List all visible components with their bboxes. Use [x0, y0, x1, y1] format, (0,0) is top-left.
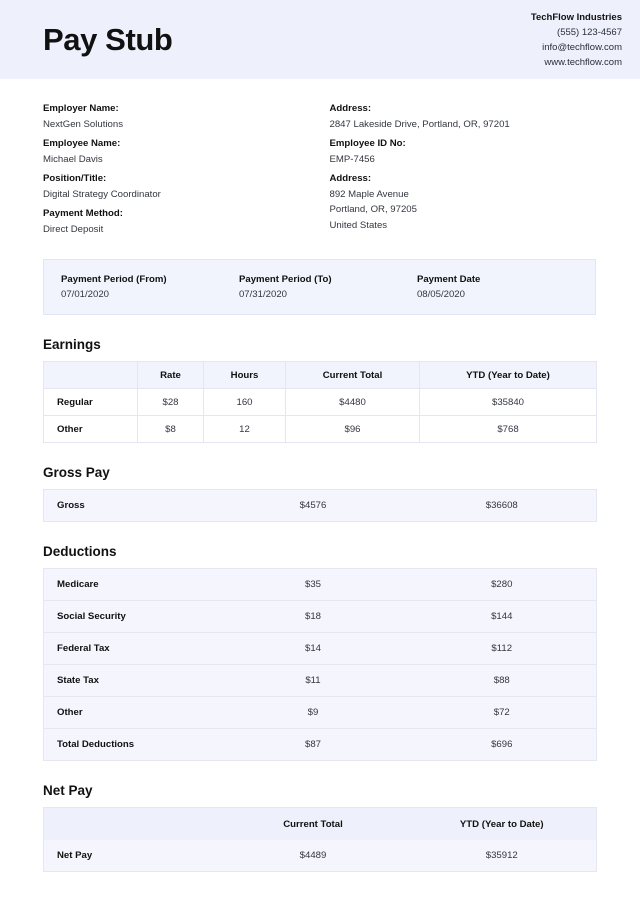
net-pay-row-ytd: $35912: [408, 840, 597, 872]
net-pay-row-name: Net Pay: [44, 840, 219, 872]
gross-row-ytd: $36608: [408, 490, 597, 522]
employee-id-value: EMP-7456: [329, 153, 375, 165]
payment-period-from-value: 07/01/2020: [61, 289, 110, 301]
earnings-row-name: Other: [44, 416, 138, 443]
deduction-row-ytd: $72: [408, 697, 597, 729]
employer-address-value: 2847 Lakeside Drive, Portland, OR, 97201: [329, 118, 510, 130]
table-row: [44, 601, 597, 633]
net-pay-header-row: [44, 808, 597, 840]
deduction-row-current: $87: [219, 729, 408, 761]
employee-address-line3: United States: [329, 219, 388, 231]
payment-period-to-label: Payment Period (To): [238, 274, 332, 286]
gross-row-name: Gross: [44, 490, 219, 522]
deduction-row-name: Social Security: [44, 601, 219, 633]
earnings-col-hours: Hours: [204, 362, 286, 389]
payment-date: [417, 274, 595, 300]
document-header: [0, 0, 640, 79]
deduction-row-current: $18: [219, 601, 408, 633]
payment-date-label: Payment Date: [416, 274, 481, 286]
deduction-row-current: $9: [219, 697, 408, 729]
deduction-row-current: $11: [219, 665, 408, 697]
deductions-table: [43, 568, 597, 761]
table-row: [44, 416, 597, 443]
earnings-table: [43, 361, 597, 443]
payment-method-value: Direct Deposit: [43, 223, 104, 235]
deductions-heading: Deductions: [43, 544, 117, 560]
earnings-row-current: $96: [286, 416, 420, 443]
gross-pay-table: [43, 489, 597, 522]
employee-address-line1: 892 Maple Avenue: [329, 188, 409, 200]
earnings-heading: Earnings: [43, 337, 101, 353]
table-row: [44, 569, 597, 601]
gross-pay-heading: Gross Pay: [43, 465, 110, 481]
company-phone: (555) 123-4567: [557, 26, 622, 38]
employee-name-label: Employee Name:: [43, 138, 121, 150]
payment-date-value: 08/05/2020: [416, 289, 465, 301]
payment-period-to: [239, 274, 417, 300]
earnings-row-ytd: $768: [420, 416, 597, 443]
gross-row-current: $4576: [219, 490, 408, 522]
deduction-row-ytd: $696: [408, 729, 597, 761]
employee-id-label: Employee ID No:: [329, 138, 406, 150]
earnings-row-rate: $8: [138, 416, 204, 443]
table-row: [44, 840, 597, 872]
deduction-row-ytd: $88: [408, 665, 597, 697]
deduction-row-name: Other: [44, 697, 219, 729]
employee-address-label: Address:: [329, 173, 372, 185]
earnings-col-rate: Rate: [138, 362, 204, 389]
earnings-col-current: Current Total: [286, 362, 420, 389]
earnings-col-ytd: YTD (Year to Date): [420, 362, 597, 389]
table-row: [44, 490, 597, 522]
info-column-right: [320, 101, 597, 241]
table-row: [44, 389, 597, 416]
net-pay-heading: Net Pay: [43, 783, 93, 799]
company-email: info@techflow.com: [542, 41, 622, 53]
earnings-row-current: $4480: [286, 389, 420, 416]
page-title: Pay Stub: [43, 22, 173, 57]
payment-period-from: [61, 274, 239, 300]
earnings-row-ytd: $35840: [420, 389, 597, 416]
earnings-col-blank: [44, 362, 138, 389]
deduction-row-current: $14: [219, 633, 408, 665]
table-row: [44, 697, 597, 729]
deduction-row-name: Total Deductions: [44, 729, 219, 761]
table-row: [44, 729, 597, 761]
employer-name-value: NextGen Solutions: [43, 118, 123, 130]
net-pay-table: [43, 807, 597, 872]
net-pay-row-current: $4489: [219, 840, 408, 872]
deduction-row-current: $35: [219, 569, 408, 601]
earnings-row-rate: $28: [138, 389, 204, 416]
net-pay-col-ytd: YTD (Year to Date): [408, 808, 597, 840]
earnings-row-hours: 160: [204, 389, 286, 416]
company-contact-block: [531, 10, 622, 70]
deduction-row-ytd: $280: [408, 569, 597, 601]
payment-period-strip: [43, 259, 596, 315]
deduction-row-name: Medicare: [44, 569, 219, 601]
earnings-header-row: [44, 362, 597, 389]
employer-employee-info: [0, 79, 640, 241]
net-pay-col-current: Current Total: [219, 808, 408, 840]
company-website: www.techflow.com: [544, 56, 622, 68]
payment-method-label: Payment Method:: [43, 208, 123, 220]
deduction-row-name: State Tax: [44, 665, 219, 697]
payment-period-from-label: Payment Period (From): [61, 274, 167, 286]
position-label: Position/Title:: [43, 173, 107, 185]
table-row: [44, 665, 597, 697]
company-name: TechFlow Industries: [530, 11, 622, 23]
deduction-row-ytd: $112: [408, 633, 597, 665]
deduction-row-name: Federal Tax: [44, 633, 219, 665]
net-pay-col-blank: [44, 808, 219, 840]
employee-name-value: Michael Davis: [43, 153, 103, 165]
deduction-row-ytd: $144: [408, 601, 597, 633]
employer-name-label: Employer Name:: [43, 103, 119, 114]
position-value: Digital Strategy Coordinator: [43, 188, 161, 200]
employer-address-label: Address:: [329, 103, 372, 114]
earnings-row-hours: 12: [204, 416, 286, 443]
employee-address-line2: Portland, OR, 97205: [329, 204, 417, 216]
table-row: [44, 633, 597, 665]
info-column-left: [43, 101, 320, 241]
earnings-row-name: Regular: [44, 389, 138, 416]
payment-period-to-value: 07/31/2020: [238, 289, 287, 301]
